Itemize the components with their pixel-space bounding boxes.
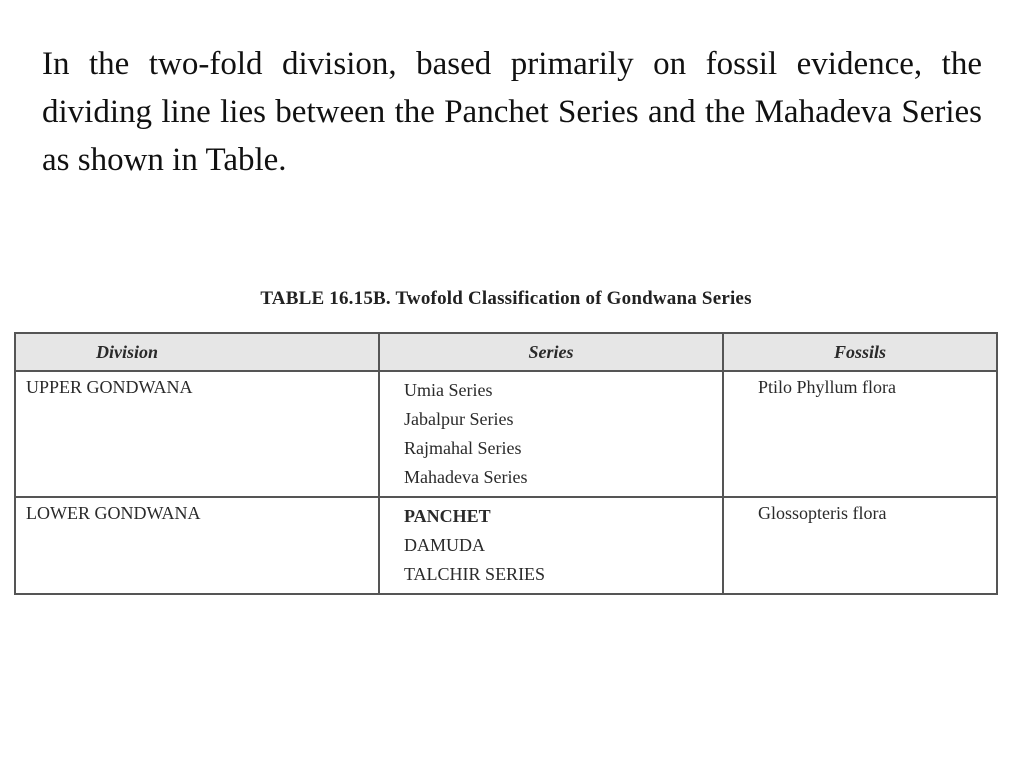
- fossils-cell: Glossopteris flora: [723, 497, 997, 594]
- division-cell: UPPER GONDWANA: [15, 371, 379, 497]
- header-fossils: Fossils: [723, 333, 997, 371]
- series-item: Jabalpur Series: [404, 409, 514, 429]
- series-item: Mahadeva Series: [404, 467, 528, 487]
- division-cell: LOWER GONDWANA: [15, 497, 379, 594]
- series-item: TALCHIR SERIES: [404, 564, 546, 584]
- header-series: Series: [379, 333, 723, 371]
- gondwana-classification-table: [14, 332, 998, 595]
- series-item: Umia Series: [404, 380, 493, 400]
- table-row: [15, 497, 997, 594]
- table-title: TABLE 16.15B. Twofold Classification of Gondwana Series: [260, 288, 752, 309]
- table-header-row: [15, 333, 997, 371]
- series-cell: [379, 497, 723, 594]
- series-item: PANCHET: [404, 506, 491, 526]
- header-division: Division: [15, 333, 379, 371]
- series-item: Rajmahal Series: [404, 438, 522, 458]
- table-row: [15, 371, 997, 497]
- series-item: DAMUDA: [404, 535, 485, 555]
- series-cell: [379, 371, 723, 497]
- intro-paragraph: In the two-fold division, based primarily on fossil evidence, the dividing line lies between the Panchet Series and the Mahadeva Series as shown in Table.: [42, 46, 982, 178]
- fossils-cell: Ptilo Phyllum flora: [723, 371, 997, 497]
